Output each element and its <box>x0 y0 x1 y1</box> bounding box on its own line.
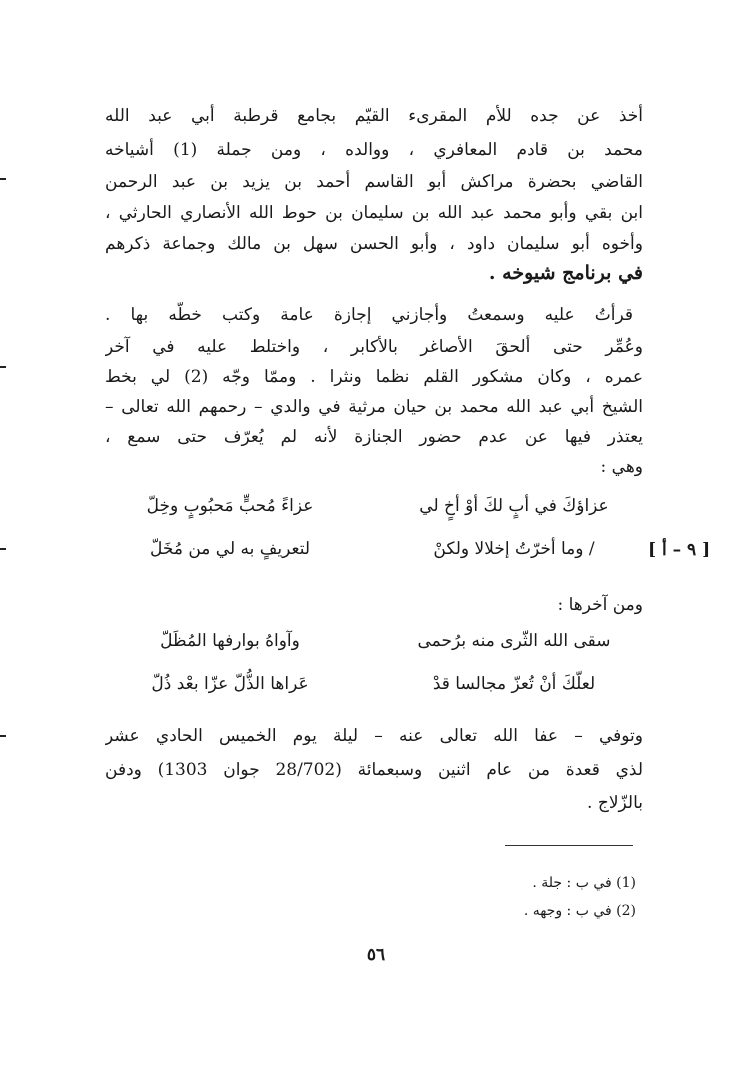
page-number: ٥٦ <box>366 945 386 965</box>
text-line: يعتذر فيها عن عدم حضور الجنازة لأنه لم يُعرّف حتى سمع ، <box>105 427 643 447</box>
verse-hemistich: عزاؤكَ في أبٍ لكَ أوْ أخٍ لي <box>419 496 609 516</box>
text-line: وأخوه أبو سليمان داود ، وأبو الحسن سهل بن مالك وجماعة ذكرهم <box>105 234 643 254</box>
scan-margin-mark <box>0 735 6 737</box>
footnote: (2) في ب : وجهه . <box>523 903 636 919</box>
verse-hemistich: عزاءً مُحبٍّ مَحبُوبٍ وخِلّ <box>146 496 314 516</box>
verse-hemistich: عَراها الذُّلّ عزّا بعْد ذُلّ <box>151 674 309 694</box>
verse-hemistich: لتعريفٍ به لي من مُخَلّ <box>149 539 311 559</box>
verse-hemistich: سقى الله الثّرى منه برُحمى <box>417 631 611 651</box>
text-line: القاضي بحضرة مراكش أبو القاسم أحمد بن يزيد بن عبد الرحمن <box>105 172 643 192</box>
scan-margin-mark <box>0 178 6 180</box>
text-line: قرأتُ عليه وسمعتُ وأجازني إجازة عامة وكتب خطّه بها . <box>105 305 633 325</box>
text-line: ابن بقي وأبو محمد عبد الله بن سليمان بن حوط الله الأنصاري الحارثي ، <box>105 203 643 223</box>
verse-intro: ومن آخرها : <box>557 595 643 615</box>
scan-margin-mark <box>0 366 6 368</box>
verse-hemistich: لعلّكَ أنْ تُعزّ مجالسا قدْ <box>432 674 596 694</box>
text-line: وتوفي – عفا الله تعالى عنه – ليلة يوم الخميس الحادي عشر <box>105 726 643 746</box>
text-line: عمره ، وكان مشكور القلم نظما ونثرا . وممّا وجّه (2) لي بخط <box>105 367 643 387</box>
footnote: (1) في ب : جلة . <box>532 875 636 891</box>
text-line: في برنامج شيوخه . <box>488 262 643 284</box>
text-line: وهي : <box>600 457 643 477</box>
verse-hemistich: / وما أخرّتُ إخلالا ولكنْ <box>433 539 595 559</box>
text-line: أخذ عن جده للأم المقرىء القيّم بجامع قرطبة أبي عبد الله <box>105 106 643 126</box>
text-line: بالزّلاج . <box>587 793 643 813</box>
verse-hemistich: وآواهُ بوارفها المُظَلّ <box>160 631 300 651</box>
footnote-separator <box>505 845 633 846</box>
text-line: لذي قعدة من عام اثنين وسبعمائة (28/702 جوان 1303) ودفن <box>105 760 643 780</box>
text-line: محمد بن قادم المعافري ، ووالده ، ومن جملة (1) أشياخه <box>105 140 643 160</box>
text-line: وعُمِّر حتى ألحقَ الأصاغر بالأكابر ، واختلط عليه في آخر <box>105 337 643 357</box>
text-line: الشيخ أبي عبد الله محمد بن حيان مرثية في والدي – رحمهم الله تعالى – <box>105 397 643 417</box>
scan-margin-mark <box>0 548 6 550</box>
manuscript-folio-mark: [ ٩ – أ ] <box>648 540 711 560</box>
